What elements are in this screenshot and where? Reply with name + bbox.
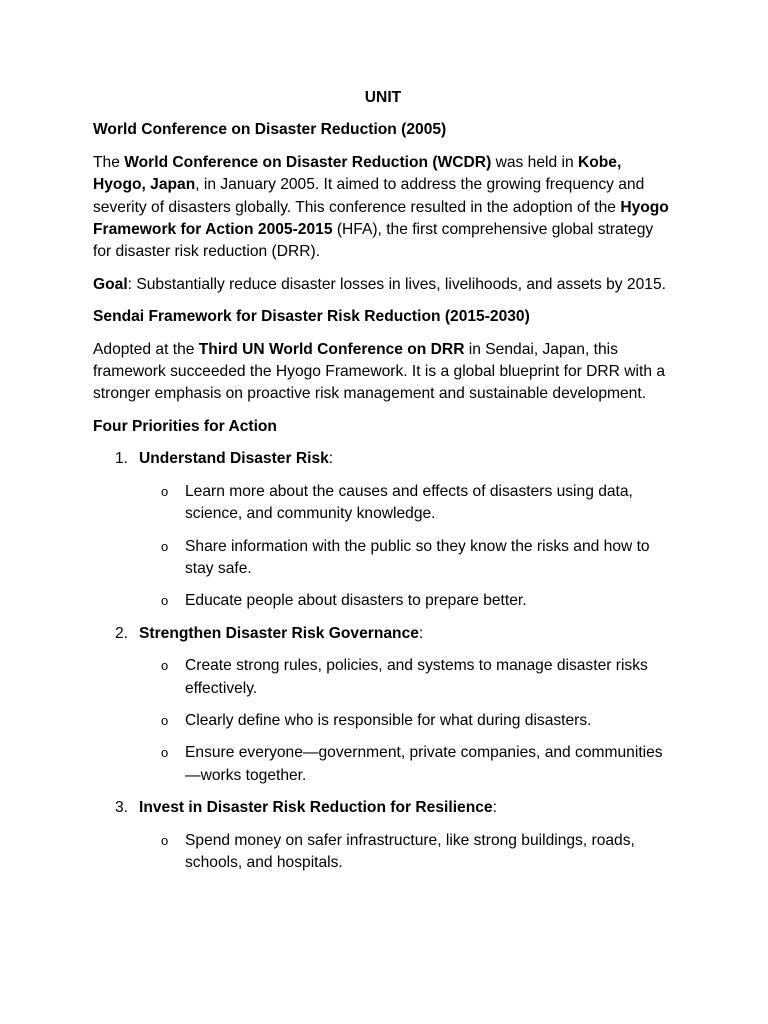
wcdr-text-2: was held in xyxy=(491,153,578,171)
priority-item xyxy=(93,797,673,819)
priority-bullet xyxy=(93,536,673,581)
sendai-bold-conference: Third UN World Conference on DRR xyxy=(198,340,465,358)
priority-bullet xyxy=(93,830,673,875)
wcdr-paragraph xyxy=(93,152,673,264)
sendai-text-1: Adopted at the xyxy=(93,340,199,358)
bullet-icon: o xyxy=(161,483,169,499)
wcdr-goal xyxy=(93,274,673,296)
wcdr-text-1: The xyxy=(93,153,125,171)
priority-item xyxy=(93,623,673,645)
bullet-text: Educate people about disasters to prepare better. xyxy=(185,592,527,610)
goal-text: : Substantially reduce disaster losses in lives, livelihoods, and assets by 2015. xyxy=(127,275,666,293)
bullet-icon: o xyxy=(161,658,169,674)
priority-bullet xyxy=(93,742,673,787)
bullet-text: Ensure everyone—government, private companies, and communities—works together. xyxy=(185,744,663,784)
priority-number: 3. xyxy=(115,799,129,817)
wcdr-bold-hfa: Hyogo Framework for Action 2005-2015 xyxy=(93,198,669,239)
priority-label-suffix: : xyxy=(418,624,424,642)
priority-label-suffix: : xyxy=(328,450,334,468)
bullet-text: Share information with the public so they know the risks and how to stay safe. xyxy=(185,537,650,577)
wcdr-bold-name: World Conference on Disaster Reduction (WCDR) xyxy=(124,153,492,171)
document-body xyxy=(93,87,673,884)
wcdr-text-3: , in January 2005. It aimed to address the growing frequency and severity of disasters globally. This conference resulted in the adoption of the xyxy=(93,176,645,216)
priority-bullet xyxy=(93,655,673,700)
bullet-icon: o xyxy=(161,538,169,554)
wcdr-heading: World Conference on Disaster Reduction (2005) xyxy=(93,121,447,139)
bullet-text: Learn more about the causes and effects of disasters using data, science, and community knowledge. xyxy=(185,482,633,523)
wcdr-bold-location: Kobe, Hyogo, Japan xyxy=(93,153,622,194)
bullet-icon: o xyxy=(161,745,169,761)
priority-label-suffix: : xyxy=(492,799,497,817)
priority-bullet xyxy=(93,590,673,612)
priorities-heading: Four Priorities for Action xyxy=(93,417,277,435)
wcdr-text-4: (HFA), the first comprehensive global strategy for disaster risk reduction (DRR). xyxy=(93,221,654,261)
bullet-text: Create strong rules, policies, and systems to manage disaster risks effectively. xyxy=(185,657,648,697)
sendai-paragraph xyxy=(93,339,673,406)
goal-label: Goal xyxy=(93,275,128,293)
document-title: UNIT xyxy=(364,89,402,106)
sendai-heading: Sendai Framework for Disaster Risk Reduction (2015-2030) xyxy=(93,308,530,326)
priority-label: Strengthen Disaster Risk Governance xyxy=(139,624,419,642)
sendai-text-2: in Sendai, Japan, this framework succeeded the Hyogo Framework. It is a global blueprint for DRR with a stronger emphasis on proactive risk management and sustainable development. xyxy=(93,340,666,403)
priority-label: Understand Disaster Risk xyxy=(139,450,329,468)
priority-label: Invest in Disaster Risk Reduction for Resilience xyxy=(139,799,493,817)
bullet-text: Clearly define who is responsible for what during disasters. xyxy=(185,711,592,729)
priority-item xyxy=(93,448,673,470)
priorities-list xyxy=(93,448,673,874)
priority-number: 1. xyxy=(115,450,129,468)
priority-number: 2. xyxy=(115,624,129,642)
bullet-icon: o xyxy=(161,593,169,609)
bullet-text: Spend money on safer infrastructure, like strong buildings, roads, schools, and hospitals. xyxy=(185,831,635,871)
bullet-icon: o xyxy=(161,712,169,728)
bullet-icon: o xyxy=(161,832,169,848)
priority-bullet xyxy=(93,481,673,526)
priority-bullet xyxy=(93,710,673,732)
